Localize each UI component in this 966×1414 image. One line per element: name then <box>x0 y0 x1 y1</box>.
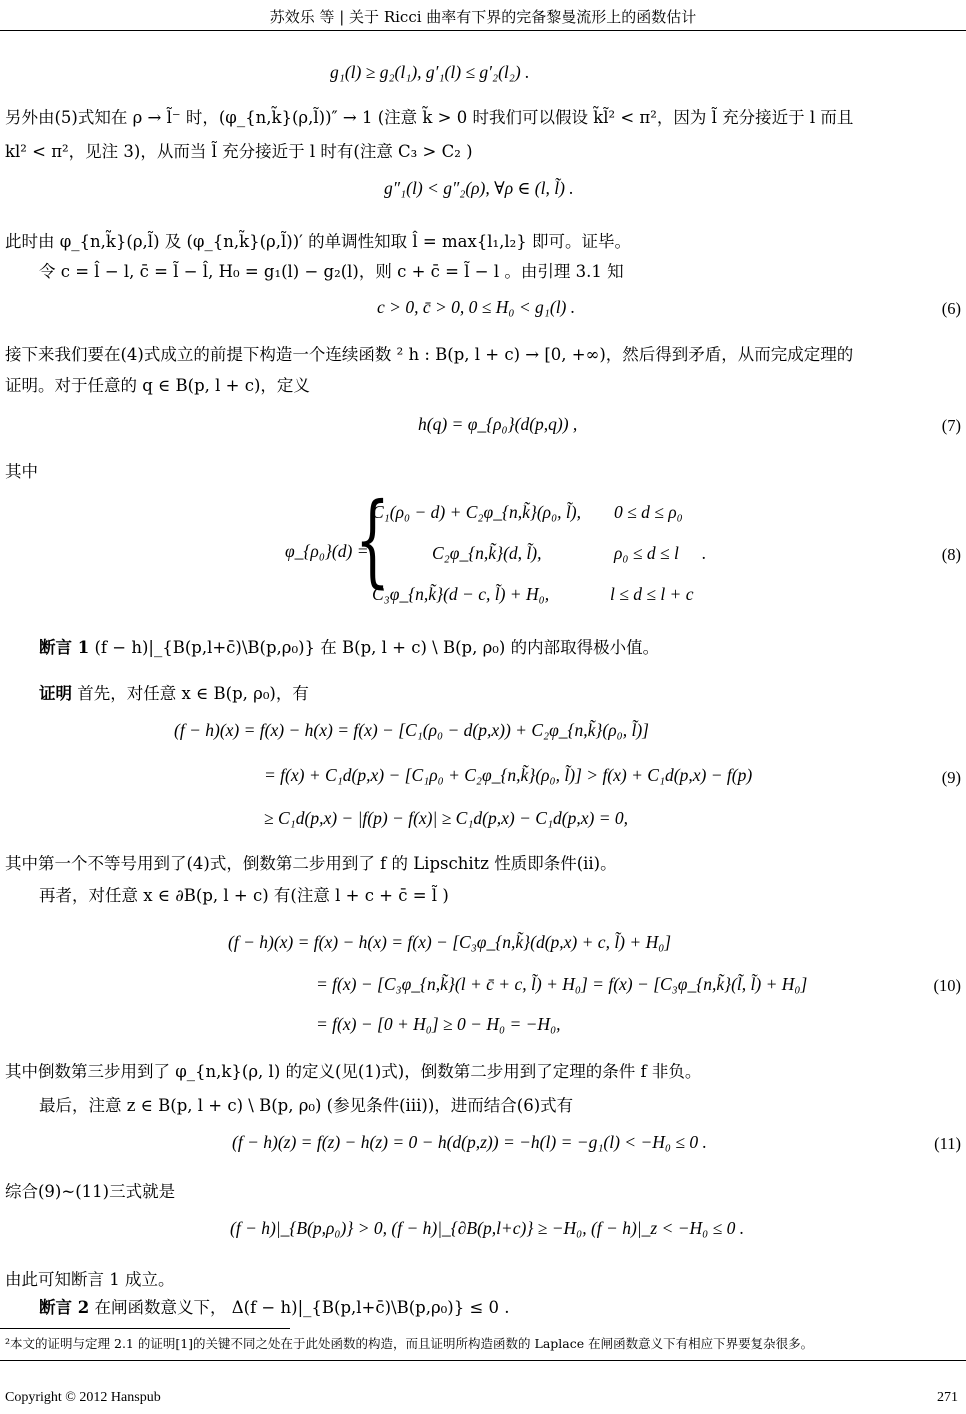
paragraph-7: 其中倒数第三步用到了 φ_{n,k}(ρ, l) 的定义(见(1)式)，倒数第二步用到了定理的条件 f 非负。 <box>5 1062 702 1081</box>
equation-10-line-2: = f(x) − [C₃φ_{n,k̃}(l + c̄ + c, l̃) + H₀] = f(x) − [C₃φ_{n,k̃}(l̃, l̃) + H₀] <box>316 974 808 994</box>
equation-9-line-3: ≥ C₁d(p,x) − |f(p) − f(x)| ≥ C₁d(p,x) − C₁d(p,x) = 0, <box>264 808 629 828</box>
equation-g: g″₁(l) < g″₂(ρ), ∀ρ ∈ (l, l̃) . <box>384 178 574 198</box>
paragraph-1-line-1: 另外由(5)式知在 ρ → l̃⁻ 时，(φ_{n,k̃}(ρ,l̃))″ → 1 (注意 k̃ > 0 时我们可以假设 k̃l̃² < π²，因为 l̃ 充分接近于 l 而且 <box>5 108 854 127</box>
footnote: ²本文的证明与定理 2.1 的证明[1]的关键不同之处在于此处函数的构造，而且证明所构造函数的 Laplace 在闸函数意义下有相应下界要复杂很多。 <box>5 1336 814 1351</box>
equation-8-cond-2: ρ₀ ≤ d ≤ l <box>614 543 679 563</box>
claim-2 <box>5 1296 961 1320</box>
equation-top: g₁(l) ≥ g₂(l₁), g′₁(l) ≤ g′₂(l₂) . <box>330 62 530 82</box>
equation-10-number: (10) <box>933 976 961 995</box>
paragraph-1-line-2: kl² < π²，见注 3)，从而当 l̃ 充分接近于 l 时有(注意 C₃ > C₂ ) <box>5 142 473 161</box>
equation-9-line-2: = f(x) + C₁d(p,x) − [C₁ρ₀ + C₂φ_{n,k̃}(ρ₀, l̃)] > f(x) + C₁d(p,x) − f(p) <box>264 765 753 785</box>
paragraph-6: 再者，对任意 x ∈ ∂B(p, l + c) 有(注意 l + c + c̄ = l̃ ) <box>39 886 449 905</box>
footnote-rule <box>0 1328 290 1329</box>
paragraph-10: 由此可知断言 1 成立。 <box>5 1270 175 1289</box>
equation-7: h(q) = φ_{ρ₀}(d(p,q)) , <box>418 414 578 434</box>
equation-8-cond-3: l ≤ d ≤ l + c <box>610 584 694 604</box>
equation-10-line-3: = f(x) − [0 + H₀] ≥ 0 − H₀ = −H₀, <box>316 1014 561 1034</box>
equation-8-row-1: C₁(ρ₀ − d) + C₂φ_{n,k̃}(ρ₀, l̃), <box>372 502 581 522</box>
equation-9-number: (9) <box>941 768 961 787</box>
claim-2-label: 断言 2 <box>39 1298 90 1317</box>
paragraph-4-line-2: 证明。对于任意的 q ∈ B(p, l + c)，定义 <box>5 376 310 395</box>
running-header: 苏效乐 等 | 关于 Ricci 曲率有下界的完备黎曼流形上的函数估计 <box>269 8 697 26</box>
equation-summary: (f − h)|_{B(p,ρ₀)} > 0, (f − h)|_{∂B(p,l+c)} ≥ −H₀, (f − h)|_z < −H₀ ≤ 0 . <box>230 1218 745 1238</box>
claim-1-text: (f − h)|_{B(p,l+c̄)\B(p,ρ₀)} 在 B(p, l + c) \ B(p, ρ₀) 的内部取得极小值。 <box>94 638 660 657</box>
equation-6-number: (6) <box>941 299 961 318</box>
paragraph-3: 令 c = l̂ − l, c̄ = l̃ − l̂, H₀ = g₁(l) − g₂(l)，则 c + c̄ = l̃ − l 。由引理 3.1 知 <box>39 262 624 281</box>
equation-10-line-1: (f − h)(x) = f(x) − h(x) = f(x) − [C₃φ_{n,k̃}(d(p,x) + c, l̃) + H₀] <box>228 932 672 952</box>
equation-7-number: (7) <box>941 416 961 435</box>
claim-2-text: 在闸函数意义下， Δ(f − h)|_{B(p,l+c̄)\B(p,ρ₀)} ≤ 0 . <box>94 1298 510 1317</box>
equation-8-number: (8) <box>941 545 961 564</box>
proof-intro <box>5 682 961 706</box>
paragraph-9: 综合(9)~(11)三式就是 <box>5 1182 176 1201</box>
paragraph-4-line-1: 接下来我们要在(4)式成立的前提下构造一个连续函数 ² h : B(p, l + c) → [0, +∞)，然后得到矛盾，从而完成定理的 <box>5 345 854 364</box>
equation-8-dot: . <box>702 543 707 563</box>
equation-8-row-2: C₂φ_{n,k̃}(d, l̃), <box>432 543 542 563</box>
equation-8-brace: { <box>355 481 390 598</box>
proof-text: 首先，对任意 x ∈ B(p, ρ₀)，有 <box>77 684 309 703</box>
equation-11-number: (11) <box>934 1134 961 1153</box>
equation-8-row-3: C₃φ_{n,k̃}(d − c, l̃) + H₀, <box>372 584 550 604</box>
paragraph-5: 其中第一个不等号用到了(4)式，倒数第二步用到了 f 的 Lipschitz 性质即条件(ii)。 <box>5 854 617 873</box>
equation-11: (f − h)(z) = f(z) − h(z) = 0 − h(d(p,z)) = −h(l) = −g₁(l) < −H₀ ≤ 0 . <box>232 1132 707 1152</box>
equation-6: c > 0, c̄ > 0, 0 ≤ H₀ < g₁(l) . <box>377 297 576 317</box>
equation-9-line-1: (f − h)(x) = f(x) − h(x) = f(x) − [C₁(ρ₀ − d(p,x)) + C₂φ_{n,k̃}(ρ₀, l̃)] <box>174 720 649 740</box>
proof-label: 证明 <box>39 684 72 703</box>
equation-8-lhs: φ_{ρ₀}(d) = <box>285 541 369 561</box>
footer-rule <box>0 1360 966 1361</box>
claim-1-label: 断言 1 <box>39 638 90 657</box>
header-rule <box>0 30 966 31</box>
copyright: Copyright © 2012 Hanspub <box>5 1390 161 1405</box>
qizhong-text: 其中 <box>5 462 38 481</box>
equation-8-cond-1: 0 ≤ d ≤ ρ₀ <box>614 502 683 522</box>
page-number: 271 <box>937 1390 958 1405</box>
paragraph-8: 最后，注意 z ∈ B(p, l + c) \ B(p, ρ₀) (参见条件(iii))，进而结合(6)式有 <box>39 1096 574 1115</box>
claim-1 <box>5 636 961 660</box>
paragraph-2: 此时由 φ_{n,k̃}(ρ,l̃) 及 (φ_{n,k̃}(ρ,l̃))′ 的单调性知取 l̂ = max{l₁,l₂} 即可。证毕。 <box>5 232 632 251</box>
